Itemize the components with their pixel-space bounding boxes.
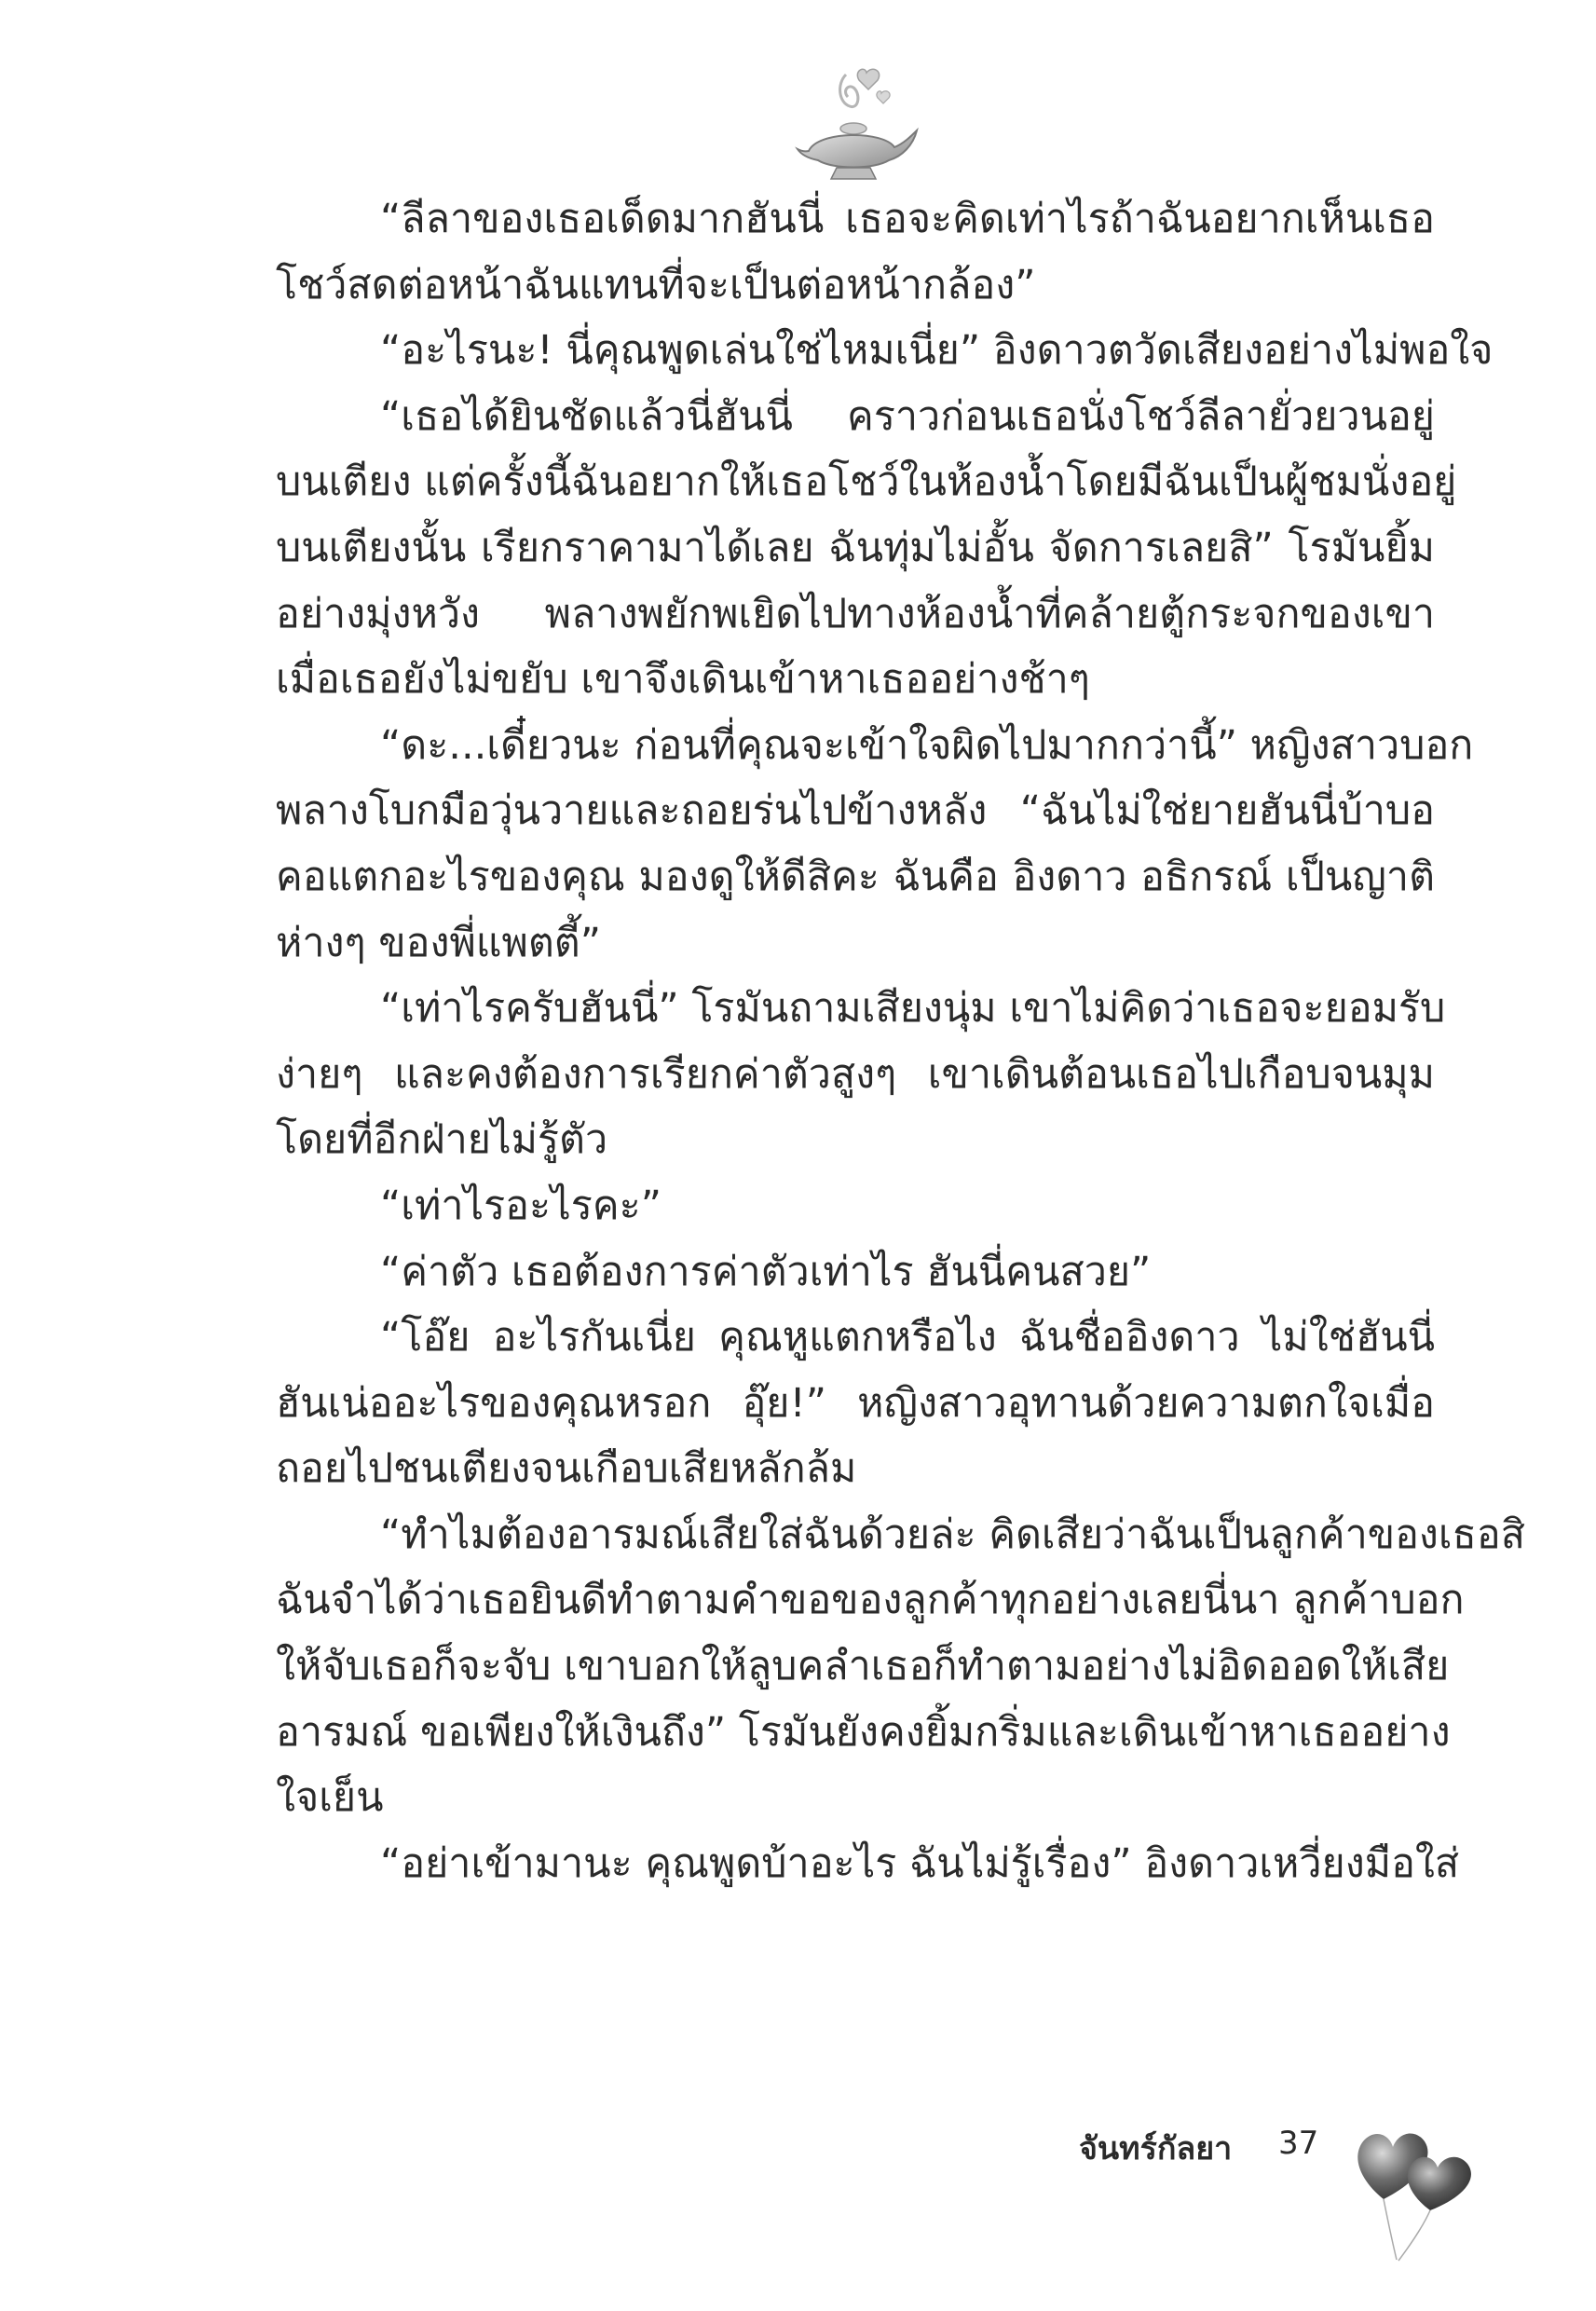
text-line: ฮันเน่ออะไรของคุณหรอก อุ๊ย!” หญิงสาวอุทานด้วยความตกใจเมื่อ xyxy=(276,1379,1435,1427)
text-line: ฉันจำได้ว่าเธอยินดีทำตามคำขอของลูกค้าทุกอย่างเลยนี่นา ลูกค้าบอก xyxy=(276,1577,1465,1624)
text-line: ง่ายๆ และคงต้องการเรียกค่าตัวสูงๆ เขาเดินต้อนเธอไปเกือบจนมุม xyxy=(276,1050,1435,1098)
text-line: “ค่าตัว เธอต้องการค่าตัวเท่าไร ฮันนี่คนสวย” xyxy=(380,1248,1152,1295)
text-line: “เท่าไรครับฮันนี่” โรมันถามเสียงนุ่ม เขาไม่คิดว่าเธอจะยอมรับ xyxy=(380,985,1446,1032)
text-line: เมื่อเธอยังไม่ขยับ เขาจึงเดินเข้าหาเธออย่างช้าๆ xyxy=(276,656,1090,704)
text-line: อารมณ์ ขอเพียงให้เงินถึง” โรมันยังคงยิ้มกริ่มและเดินเข้าหาเธออย่าง xyxy=(276,1708,1451,1756)
text-line: “เท่าไรอะไรคะ” xyxy=(380,1182,662,1229)
text-line: คอแตกอะไรของคุณ มองดูให้ดีสิคะ ฉันคือ อิงดาว อธิกรณ์ เป็นญาติ xyxy=(276,853,1435,900)
text-line: ถอยไปชนเตียงจนเกือบเสียหลักล้ม xyxy=(276,1445,857,1493)
story-text xyxy=(276,186,1525,1896)
text-line: บนเตียงนั้น เรียกราคามาได้เลย ฉันทุ่มไม่อั้น จัดการเลยสิ” โรมันยิ้ม xyxy=(276,524,1435,571)
heart-balloons-icon xyxy=(1356,2106,1486,2264)
text-line: “ลีลาของเธอเด็ดมากฮันนี่ เธอจะคิดเท่าไรถ้าฉันอยากเห็นเธอ xyxy=(380,196,1435,242)
text-line: โดยที่อีกฝ่ายไม่รู้ตัว xyxy=(276,1116,608,1164)
text-line: โชว์สดต่อหน้าฉันแทนที่จะเป็นต่อหน้ากล้อง” xyxy=(276,261,1036,308)
text-line: “เธอได้ยินชัดแล้วนี่ฮันนี่ คราวก่อนเธอนั่งโชว์ลีลายั่วยวนอยู่ xyxy=(380,392,1435,440)
book-title: จันทร์กัลยา xyxy=(1079,2130,1233,2167)
page-number: 37 xyxy=(1278,2125,1319,2162)
text-line: “อย่าเข้ามานะ คุณพูดบ้าอะไร ฉันไม่รู้เรื่อง” อิงดาวเหวี่ยงมือใส่ xyxy=(380,1839,1460,1887)
text-line: บนเตียง แต่ครั้งนี้ฉันอยากให้เธอโชว์ในห้องน้ำโดยมีฉันเป็นผู้ชมนั่งอยู่ xyxy=(276,458,1457,506)
text-line: “ทำไมต้องอารมณ์เสียใส่ฉันด้วยล่ะ คิดเสียว่าฉันเป็นลูกค้าของเธอสิ xyxy=(380,1511,1525,1558)
text-line: ใจเย็น xyxy=(276,1774,384,1822)
text-line: “อะไรนะ! นี่คุณพูดเล่นใช่ไหมเนี่ย” อิงดาวตวัดเสียงอย่างไม่พอใจ xyxy=(380,327,1494,375)
text-line: “โอ๊ย อะไรกันเนี่ย คุณหูแตกหรือไง ฉันชื่ออิงดาว ไม่ใช่ฮันนี่ xyxy=(380,1314,1435,1361)
text-line: อย่างมุ่งหวัง พลางพยักพเยิดไปทางห้องน้ำที่คล้ายตู้กระจกของเขา xyxy=(276,590,1435,637)
text-line: “ดะ...เดี๋ยวนะ ก่อนที่คุณจะเข้าใจผิดไปมากกว่านี้” หญิงสาวบอก xyxy=(380,721,1474,769)
text-line: ให้จับเธอก็จะจับ เขาบอกให้ลูบคลำเธอก็ทำตามอย่างไม่อิดออดให้เสีย xyxy=(276,1643,1450,1690)
text-line: พลางโบกมือวุ่นวายและถอยร่นไปข้างหลัง “ฉันไม่ใช่ยายฮันนี่บ้าบอ xyxy=(276,787,1435,835)
text-line: ห่างๆ ของพี่แพตตี้” xyxy=(276,919,601,966)
magic-lamp-ornament-icon xyxy=(781,65,921,186)
